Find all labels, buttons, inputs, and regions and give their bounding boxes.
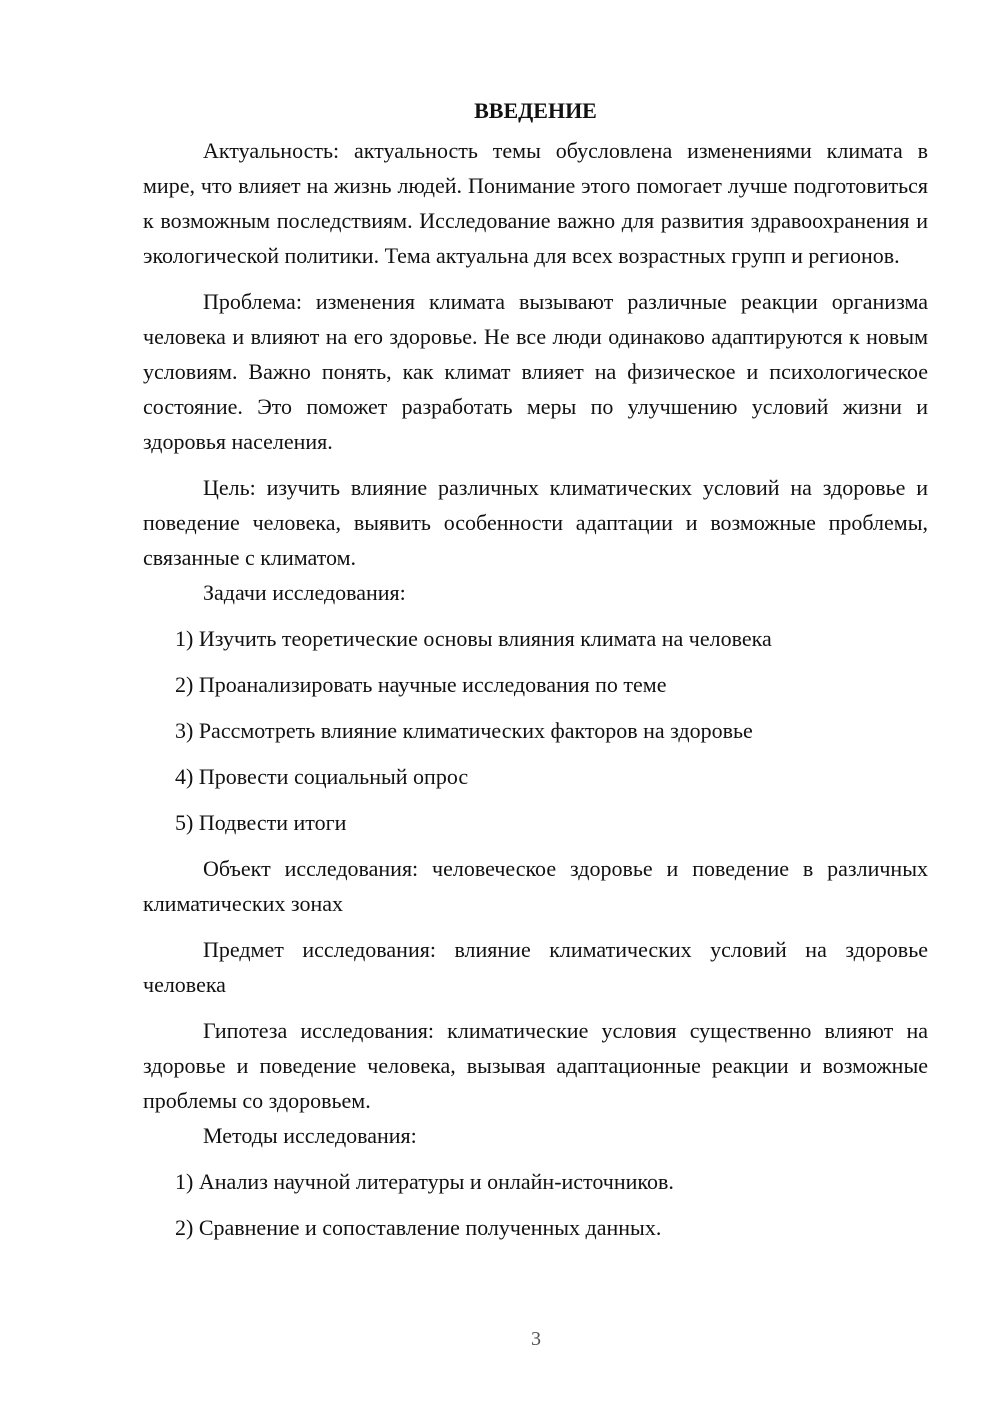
problem-paragraph: Проблема: изменения климата вызывают различные реакции организма человека и влияют на его здоровье. Не все люди одинаково адаптируются к новым условиям. Важно понять, как климат влияет на физическое и психологическое состояние. Это поможет разработать меры по улучшению условий жизни и здоровья населения. (143, 289, 928, 454)
list-item: 1) Анализ научной литературы и онлайн-источников. (175, 1169, 674, 1194)
list-item: 5) Подвести итоги (175, 810, 347, 835)
hypothesis-paragraph: Гипотеза исследования: климатические условия существенно влияют на здоровье и поведение человека, вызывая адаптационные реакции и возможные проблемы со здоровьем. (143, 1018, 928, 1113)
list-item: 3) Рассмотреть влияние климатических факторов на здоровье (175, 718, 753, 743)
page-title: ВВЕДЕНИЕ (474, 98, 597, 123)
tasks-list (143, 621, 928, 840)
page-number: 3 (531, 1328, 541, 1350)
subject-paragraph: Предмет исследования: влияние климатических условий на здоровье человека (143, 937, 928, 997)
tasks-heading: Задачи исследования: (203, 580, 406, 605)
list-item: 4) Провести социальный опрос (175, 764, 469, 789)
list-item: 1) Изучить теоретические основы влияния климата на человека (175, 626, 772, 651)
goal-paragraph: Цель: изучить влияние различных климатических условий на здоровье и поведение человека, выявить особенности адаптации и возможные проблемы, связанные с климатом. (143, 475, 928, 570)
object-paragraph: Объект исследования: человеческое здоровье и поведение в различных климатических зонах (143, 856, 928, 916)
methods-heading: Методы исследования: (203, 1123, 417, 1148)
relevance-paragraph: Актуальность: актуальность темы обусловлена изменениями климата в мире, что влияет на жизнь людей. Понимание этого помогает лучше подготовиться к возможным последствиям. Исследование важно для развития здравоохранения и экологической политики. Тема актуальна для всех возрастных групп и регионов. (143, 138, 928, 268)
methods-list (143, 1164, 928, 1245)
list-item: 2) Сравнение и сопоставление полученных данных. (175, 1215, 662, 1240)
document-page (143, 93, 928, 1245)
list-item: 2) Проанализировать научные исследования по теме (175, 672, 667, 697)
